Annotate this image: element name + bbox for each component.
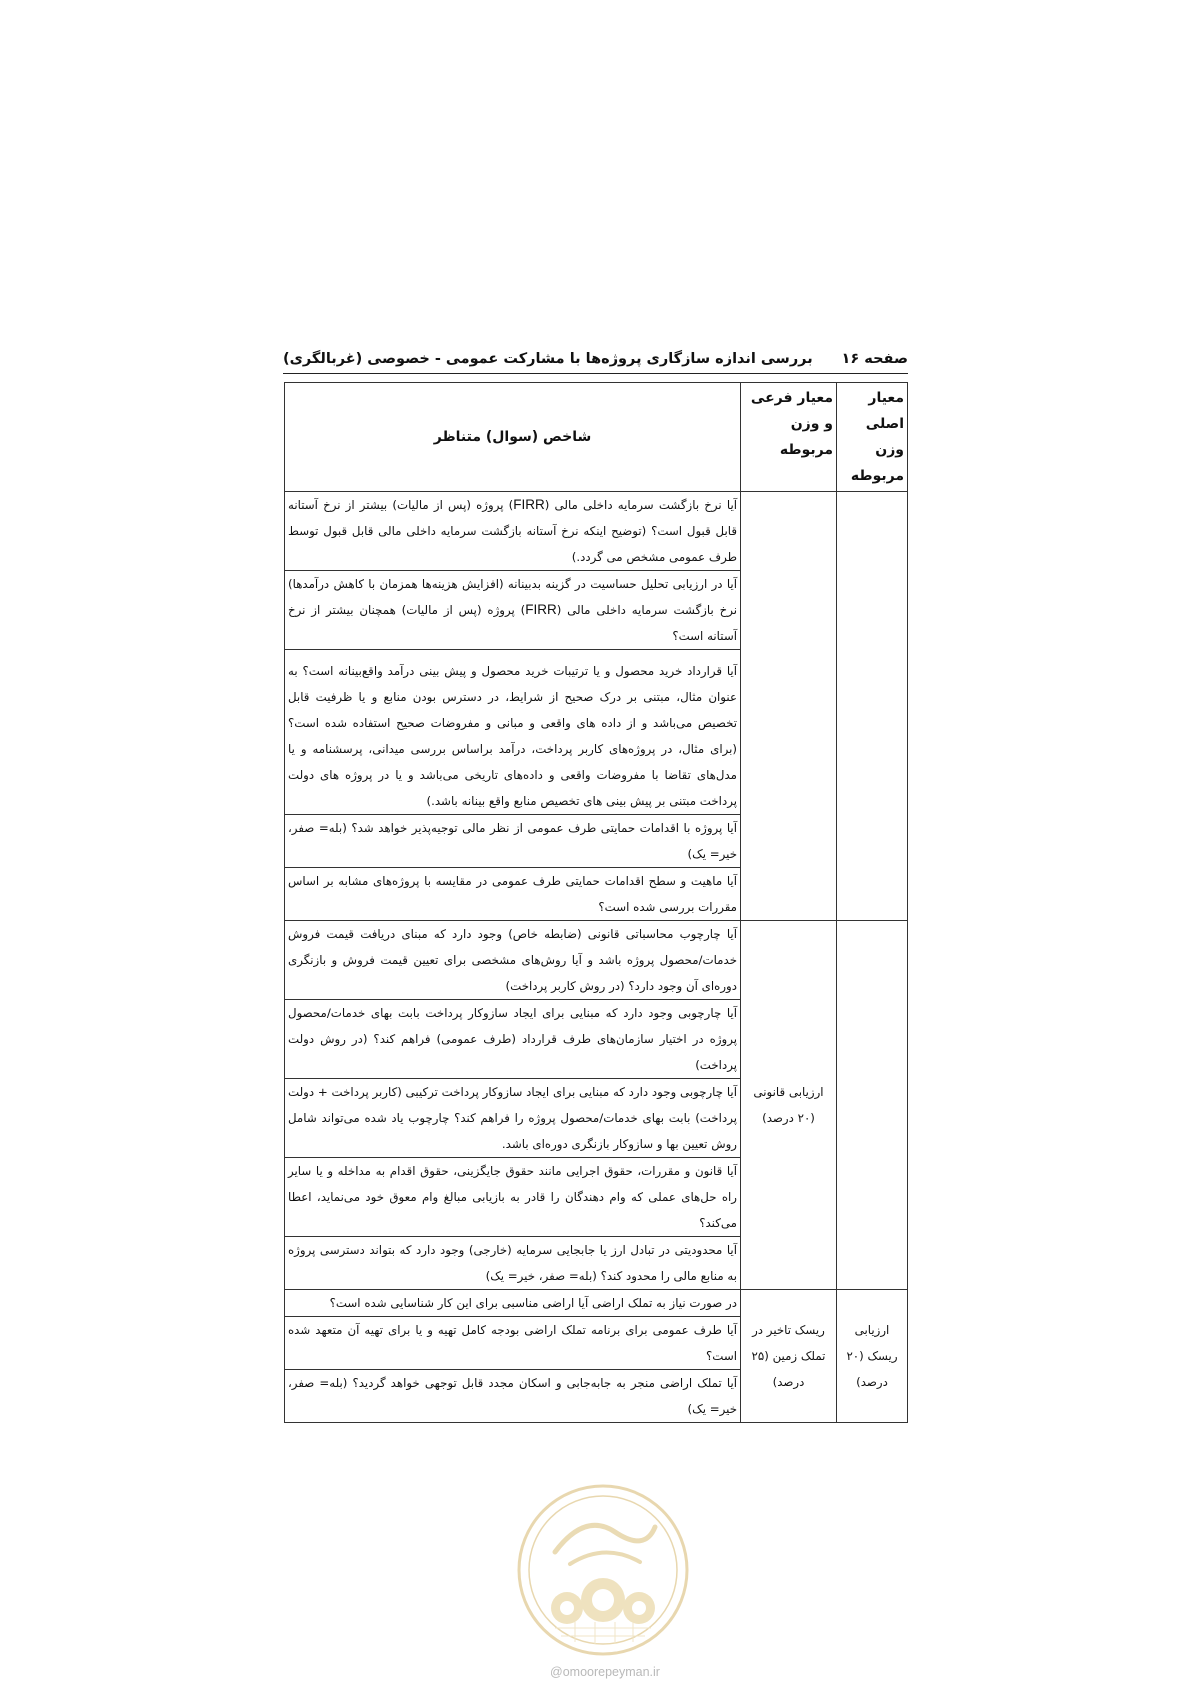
sub-criterion-header: معیار فرعی و وزن مربوطه xyxy=(741,383,837,492)
indicator-cell: آیا چارچوبی وجود دارد که مبنایی برای ایجاد سازوکار پرداخت بابت بهای خدمات/محصول پروژه در اختیار سازمان‌های طرف قرارداد (طرف عمومی) فراهم کند؟ (در روش دولت پرداخت) xyxy=(285,1000,741,1079)
risk-criterion-cell: ارزیابی ریسک (۲۰ درصد) xyxy=(837,1290,908,1423)
indicator-cell: آیا پروژه با اقدامات حمایتی طرف عمومی از نظر مالی توجیه‌پذیر خواهد شد؟ (بله= صفر، خیر= یک) xyxy=(285,815,741,868)
indicator-cell: آیا نرخ بازگشت سرمایه داخلی مالی (FIRR) پروژه (پس از مالیات) بیشتر از نرخ آستانه قابل قبول است؟ (توضیح اینکه نرخ آستانه بازگشت سرمایه داخلی مالی قابل قبول توسط طرف عمومی مشخص می گردد.) xyxy=(285,492,741,571)
indicator-cell: آیا قانون و مقررات، حقوق اجرایی مانند حقوق جایگزینی، حقوق اقدام به مداخله و یا سایر راه حل‌های عملی که وام دهندگان را قادر به بازیابی مبالغ وام معوق خود می‌نماید، اعطا می‌کند؟ xyxy=(285,1158,741,1237)
indicator-cell: آیا چارچوب محاسباتی قانونی (ضابطه خاص) وجود دارد که مبنای دریافت قیمت فروش خدمات/محصول پروژه باشد و آیا روش‌های مشخصی برای تعیین قیمت فروش و بازنگری دوره‌ای آن وجود دارد؟ (در روش کاربر پرداخت) xyxy=(285,921,741,1000)
legal-criterion-cell: ارزیابی قانونی (۲۰ درصد) xyxy=(741,921,837,1290)
page-header xyxy=(283,349,908,374)
indicator-header: شاخص (سوال) متناظر xyxy=(285,383,741,492)
table-row xyxy=(285,492,908,571)
indicator-cell: آیا قرارداد خرید محصول و یا ترتیبات خرید محصول و پیش بینی درآمد واقع‌بینانه است؟ به عنوان مثال، مبتنی بر درک صحیح از شرایط، در دسترس بودن منابع و یا ظرفیت قابل تخصیص می‌باشد و از داده های واقعی و مبانی و مفروضات صحیح استفاده شده است؟ (برای مثال، در پروژه‌های کاربر پرداخت، درآمد براساس بررسی میدانی، پرسشنامه و یا مدل‌های تقاضا با مفروضات واقعی و داده‌های تاریخی می‌باشد و یا در پروژه های دولت پرداخت مبتنی بر پیش بینی های تخصیص منابع واقع بینانه باشد.) xyxy=(285,650,741,815)
watermark-url: @omoorepeyman.ir xyxy=(550,1665,660,1679)
land-delay-criterion-cell: ریسک تاخیر در تملک زمین (۲۵ درصد) xyxy=(741,1290,837,1423)
indicator-cell: آیا محدودیتی در تبادل ارز یا جابجایی سرمایه (خارجی) وجود دارد که بتواند دسترسی پروژه به منابع مالی را محدود کند؟ (بله= صفر، خیر= یک) xyxy=(285,1237,741,1290)
table-row xyxy=(285,1290,908,1317)
page-number: صفحه ۱۶ xyxy=(841,351,908,367)
main-criterion-cell-empty xyxy=(837,492,908,921)
indicator-cell: در صورت نیاز به تملک اراضی آیا اراضی مناسبی برای این کار شناسایی شده است؟ xyxy=(285,1290,741,1317)
main-criterion-header: معیار اصلی وزن مربوطه xyxy=(837,383,908,492)
document-title: بررسی اندازه سازگاری پروژه‌ها با مشارکت عمومی - خصوصی (غربالگری) xyxy=(283,351,813,367)
watermark-logo xyxy=(515,1482,691,1658)
indicator-cell: آیا طرف عمومی برای برنامه تملک اراضی بودجه کامل تهیه و یا برای تهیه آن متعهد شده است؟ xyxy=(285,1317,741,1370)
indicator-cell: آیا تملک اراضی منجر به جابه‌جابی و اسکان مجدد قابل توجهی خواهد گردید؟ (بله= صفر، خیر= یک) xyxy=(285,1370,741,1423)
indicator-cell: آیا در ارزیابی تحلیل حساسیت در گزینه بدبینانه (افزایش هزینه‌ها همزمان با کاهش درآمدها) نرخ بازگشت سرمایه داخلی مالی (FIRR) پروژه (پس از مالیات) همچنان بیشتر از نرخ آستانه است؟ xyxy=(285,571,741,650)
main-criterion-cell-empty xyxy=(837,921,908,1290)
criteria-table xyxy=(284,382,908,1423)
indicator-cell: آیا ماهیت و سطح اقدامات حمایتی طرف عمومی در مقایسه با پروژه‌های مشابه بر اساس مقررات بررسی شده است؟ xyxy=(285,868,741,921)
sub-criterion-cell-empty xyxy=(741,492,837,921)
table-row xyxy=(285,921,908,1000)
indicator-cell: آیا چارچوبی وجود دارد که مبنایی برای ایجاد سازوکار پرداخت ترکیبی (کاربر پرداخت + دولت پرداخت) بابت بهای خدمات/محصول پروژه را فراهم کند؟ چارچوب یاد شده می‌تواند شامل روش تعیین بها و سازوکار بازنگری دوره‌ای باشد. xyxy=(285,1079,741,1158)
table-header-row xyxy=(285,383,908,492)
